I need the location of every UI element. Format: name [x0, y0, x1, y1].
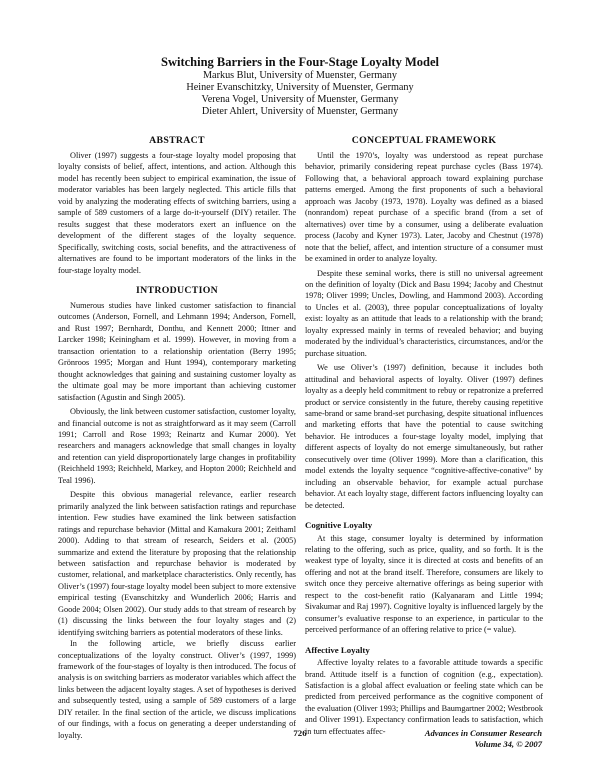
- journal-name: Advances in Consumer Research: [424, 728, 542, 738]
- paper-header: [0, 56, 600, 118]
- introduction-heading: INTRODUCTION: [136, 284, 218, 296]
- author-line: Dieter Ahlert, University of Muenster, Germany: [201, 106, 399, 117]
- body-paragraph: At this stage, consumer loyalty is determined by information relating to the offering, such as price, quality, and so forth. It is the weakest type of loyalty, since it is directed at costs and benefits of an offering and not at the brand itself. Therefore, consumers are likely to switch once they perceive alternative offerings as being superior with respect to the cost-benefit ratio (Kalyanaram and Little 1994; Sivakumar and Raj 1997). Cognitive loyalty is influenced largely by the consumer’s evaluative response to an experience, in particular to the perceived performance of an offering relative to price (= value).: [305, 533, 543, 635]
- affective-loyalty-heading: Affective Loyalty: [305, 644, 370, 655]
- body-paragraph: Numerous studies have linked customer satisfaction to financial outcomes (Anderson, Fornell, and Lehmann 1994; Anderson, Fornell, and Rust 1997; Bernhardt, Donthu, and Kennett 2000; Ittner and Larcker 1998; Keiningham et al. 1999). However, in moving from a transaction orientation to a relationship orientation (Berry 1995; Grönroos 1995; Morgan and Hunt 1994), contemporary marketing thought acknowledges that gaining and sustaining customer loyalty as the ultimate goal may be more important than achieving customer satisfaction (Agustin and Singh 2005).: [58, 300, 296, 402]
- abstract-text: Oliver (1997) suggests a four-stage loyalty model proposing that loyalty consists of belief, affect, intentions, and action. Although this model has recently been subject to empirical examination, the issue of moderator variables has been largely neglected. This article fills that void by analyzing the moderating effects of switching barriers, using a sample of 589 customers of a large do-it-yourself (DIY) retailer. The results suggest that these moderators exert an influence on the development of the different stages of the loyalty sequence. Specifically, switching costs, social benefits, and the attractiveness of alternatives are found to be important moderators of the links in the four-stage loyalty model.: [58, 151, 296, 275]
- conceptual-framework-heading: CONCEPTUAL FRAMEWORK: [351, 135, 497, 146]
- journal-volume: Volume 34, © 2007: [474, 738, 542, 749]
- body-paragraph: Affective loyalty relates to a favorable attitude towards a specific brand. Attitude itself is a function of cognition (e.g., expectation). Satisfaction is a global affect evaluation or feeling state which can be predicted from perceived performance as the cognitive component of the evaluation (Oliver 1993; Phillips and Baumgartner 2002; Westbrook and Oliver 1991). Expectancy confirmation leads to satisfaction, which in turn effectuates affec-: [305, 658, 543, 736]
- body-paragraph: We use Oliver’s (1997) definition, because it includes both attitudinal and behavioral aspects of loyalty. Oliver (1997) defines loyalty as a deeply held commitment to rebuy or repatronize a preferred product or service consistently in the future, thereby causing repetitive same-brand or same brand-set purchasing, despite situational influences and marketing efforts that have the potential to cause switching behavior. He introduces a four-stage loyalty model, implying that different aspects of loyalty do not emerge simultaneously, but rather consecutively over time (Oliver 1999). More than a clarification, this model extends the loyalty sequence “cognitive-affective-conative” by including an observable behavior, for example actual purchase behavior. At each loyalty stage, different factors influencing loyalty can be detected.: [305, 363, 543, 510]
- paper-title: Switching Barriers in the Four-Stage Loyalty Model: [161, 55, 439, 69]
- author-line: Verena Vogel, University of Muenster, Germany: [201, 94, 399, 105]
- journal-info: [425, 728, 542, 749]
- author-line: Heiner Evanschitzky, University of Muenster, Germany: [186, 82, 414, 93]
- body-paragraph: Despite this obvious managerial relevance, earlier research primarily analyzed the link between satisfaction ratings and repurchase intention. Few studies have examined the link between satisfaction ratings and repurchase behavior (Mittal and Kamakura 2001; Zeithaml 2000). Adding to that stream of research, Seiders et al. (2005) summarize and extend the literature by proposing that the relationship between satisfaction and repurchase behavior is moderated by customer, relational, and marketplace characteristics. Only recently, has Oliver’s (1997) four-stage loyalty model been subject to more extensive empirical testing (Evanschitzky and Wunderlich 2006; Harris and Goode 2004; Olsen 2002). Our study adds to that stream of research by (1) discussing the links between the four loyalty stages and (2) identifying switching barriers as potential moderators of these links.: [58, 490, 296, 637]
- cognitive-loyalty-heading: Cognitive Loyalty: [305, 520, 373, 531]
- body-paragraph: In the following article, we briefly discuss earlier conceptualizations of the loyalty construct. Oliver’s (1997, 1999) framework of the four-stages of loyalty is then introduced. The focus of analysis is on switching barriers as moderator variables which affect the links between the adjacent loyalty stages. A set of hypotheses is derived and subsequently tested, using a sample of 589 customers of a large DIY retailer. In the final section of the article, we discuss implications of our findings, with a focus on generating a deeper understanding of loyalty.: [58, 639, 296, 740]
- abstract-heading: ABSTRACT: [149, 135, 205, 146]
- left-column: [58, 135, 296, 741]
- page-number: 726: [293, 728, 307, 738]
- body-paragraph: Obviously, the link between customer satisfaction, customer loyalty, and financial outcome is not as straightforward as it may seem (Carroll 1991; Carroll and Rose 1993; Reinartz and Kumar 2000). Yet researchers and managers acknowledge that small changes in loyalty and retention can yield disproportionately large changes in profitability (Reichheld 1993; Reichheld, Markey, and Hopton 2000; Reichheld and Teal 1996).: [58, 407, 296, 485]
- author-line: Markus Blut, University of Muenster, Germany: [203, 70, 397, 81]
- right-column: [305, 135, 543, 737]
- body-paragraph: Until the 1970’s, loyalty was understood as repeat purchase behavior, primarily considering repeat purchase cycles (Bass 1974). Following that, a behavioral approach toward explaining purchase patterns emerged. Among the first proponents of such a behavioral approach was Jacoby (1973, 1978). Loyalty was defined as a biased (nonrandom) repeat purchase of a specific brand (from a set of alternatives) over time by a consumer, using a deliberate evaluation process (Jacoby and Kyner 1973). Later, Jacoby and Chestnut (1978) note that the belief, affect, and intention structure of a consumer must be examined in order to analyze loyalty.: [305, 151, 543, 264]
- body-paragraph: Despite these seminal works, there is still no universal agreement on the definition of loyalty (Dick and Basu 1994; Jacoby and Chestnut 1978; Oliver 1999; Uncles, Dowling, and Hammond 2003). According to Uncles et al. (2003), three popular conceptualizations of loyalty exist: loyalty as an attitude that leads to a relationship with the brand; loyalty expressed mainly in terms of revealed behavior; and buying moderated by the individual’s characteristics, circumstances, and/or the purchase situation.: [305, 268, 543, 358]
